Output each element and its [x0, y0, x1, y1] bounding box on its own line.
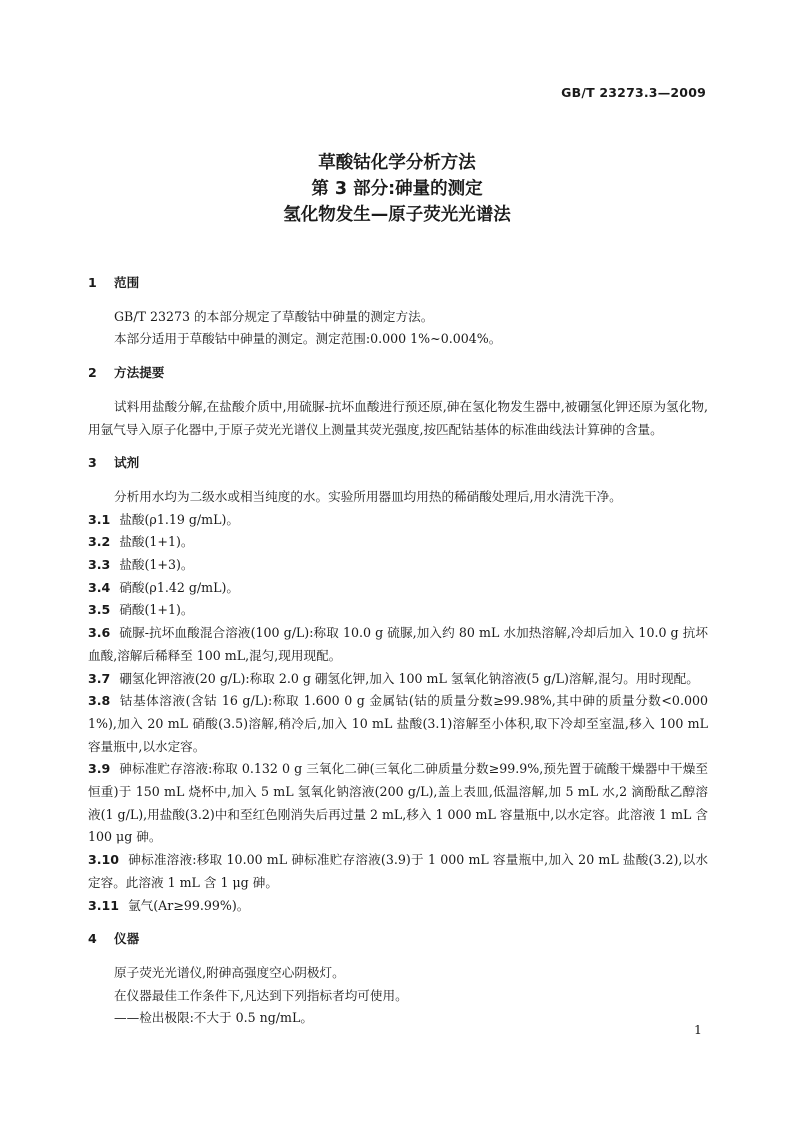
title-line-3: 氢化物发生—原子荧光光谱法	[283, 205, 511, 225]
section-number: 1	[88, 275, 97, 290]
section-title: 试剂	[114, 455, 140, 471]
section-number: 2	[88, 365, 97, 381]
item-text: 硫脲-抗坏血酸混合溶液(100 g/L):称取 10.0 g 硫脲,加入约 80 mL 水加热溶解,冷却后加入 10.0 g 抗坏血酸,溶解后稀释至 100 mL,混匀,现用现配。	[88, 625, 708, 663]
item-text: 钴基体溶液(含钴 16 g/L):称取 1.600 0 g 金属钴(钴的质量分数≥99.98%,其中砷的质量分数<0.000 1%),加入 20 mL 硝酸(3.5)溶解,稍冷后,加入 10 mL 盐酸(3.1)溶解至小体积,取下冷却至室温,移入 100 mL 容量瓶中,以水定容。	[88, 693, 708, 754]
item-text: 盐酸(1+1)。	[119, 534, 194, 550]
section-heading-apparatus	[88, 928, 708, 951]
section-title: 仪器	[114, 931, 140, 947]
section-number: 4	[88, 931, 97, 947]
item-number: 3.6	[88, 625, 111, 641]
standard-code: GB/T 23273.3—2009	[561, 85, 706, 100]
reagent-item	[88, 509, 708, 532]
paragraph: 分析用水均为二级水或相当纯度的水。实验所用器皿均用热的稀硝酸处理后,用水清洗干净。	[114, 488, 622, 504]
reagent-item	[88, 758, 708, 849]
paragraph: 试料用盐酸分解,在盐酸介质中,用硫脲-抗坏血酸进行预还原,砷在氢化物发生器中,被硼氢化钾还原为氢化物,用氩气导入原子化器中,于原子荧光光谱仪上测量其荧光强度,按匹配钴基体的标准曲线法计算砷的含量。	[88, 398, 708, 437]
item-text: 砷标准贮存溶液:称取 0.132 0 g 三氧化二砷(三氧化二砷质量分数≥99.9%,预先置于硫酸干燥器中干燥至恒重)于 150 mL 烧杯中,加入 5 mL 氢氧化钠溶液(200 g/L),盖上表皿,低温溶解,加 5 mL 水,2 滴酚酞乙醇溶液(1 g/L),用盐酸(3.2)中和至红色刚消失后再过量 2 mL,移入 1 000 mL 容量瓶中,以水定容。此溶液 1 mL 含 100 μg 砷。	[88, 761, 708, 845]
section-title: 范围	[114, 275, 140, 290]
section-heading-method-summary	[88, 362, 708, 385]
page-number: 1	[694, 1022, 702, 1037]
reagent-item	[88, 895, 708, 918]
paragraph: ——检出极限:不大于 0.5 ng/mL。	[114, 1010, 313, 1026]
item-text: 盐酸(1+3)。	[119, 557, 194, 573]
reagent-item	[88, 668, 708, 691]
paragraph: 在仪器最佳工作条件下,凡达到下列指标者均可使用。	[114, 987, 408, 1003]
title-line-1: 草酸钴化学分析方法	[318, 153, 476, 173]
item-number: 3.5	[88, 602, 111, 618]
section-heading-scope	[88, 272, 708, 295]
item-number: 3.8	[88, 693, 111, 709]
section-title: 方法提要	[114, 365, 165, 381]
item-text: 氩气(Ar≥99.99%)。	[128, 897, 250, 913]
section-heading-reagents	[88, 452, 708, 475]
reagent-item	[88, 690, 708, 758]
reagent-item	[88, 531, 708, 554]
document-title	[0, 150, 794, 228]
item-text: 砷标准溶液:移取 10.00 mL 砷标准贮存溶液(3.9)于 1 000 mL 容量瓶中,加入 20 mL 盐酸(3.2),以水定容。此溶液 1 mL 含 1 μg 砷。	[88, 852, 708, 890]
item-number: 3.7	[88, 670, 111, 686]
paragraph: 原子荧光光谱仪,附砷高强度空心阴极灯。	[114, 964, 345, 980]
item-number: 3.4	[88, 579, 111, 595]
item-number: 3.10	[88, 852, 120, 868]
item-text: 硝酸(1+1)。	[119, 602, 194, 618]
item-text: 硝酸(ρ1.42 g/mL)。	[119, 579, 239, 595]
item-number: 3.11	[88, 897, 120, 913]
reagent-item	[88, 849, 708, 894]
title-line-2: 第 3 部分:砷量的测定	[311, 179, 483, 199]
reagent-item	[88, 577, 708, 600]
section-number: 3	[88, 455, 97, 471]
item-number: 3.3	[88, 557, 111, 573]
item-number: 3.1	[88, 511, 111, 527]
paragraph: 本部分适用于草酸钴中砷量的测定。测定范围:0.000 1%~0.004%。	[114, 331, 502, 347]
paragraph: GB/T 23273 的本部分规定了草酸钴中砷量的测定方法。	[114, 308, 434, 324]
reagent-item	[88, 599, 708, 622]
item-text: 硼氢化钾溶液(20 g/L):称取 2.0 g 硼氢化钾,加入 100 mL 氢氧化钠溶液(5 g/L)溶解,混匀。用时现配。	[119, 670, 699, 686]
item-number: 3.9	[88, 761, 111, 777]
reagent-item	[88, 554, 708, 577]
reagent-item	[88, 622, 708, 667]
document-body	[88, 272, 708, 1030]
item-text: 盐酸(ρ1.19 g/mL)。	[119, 511, 239, 527]
item-number: 3.2	[88, 534, 111, 550]
